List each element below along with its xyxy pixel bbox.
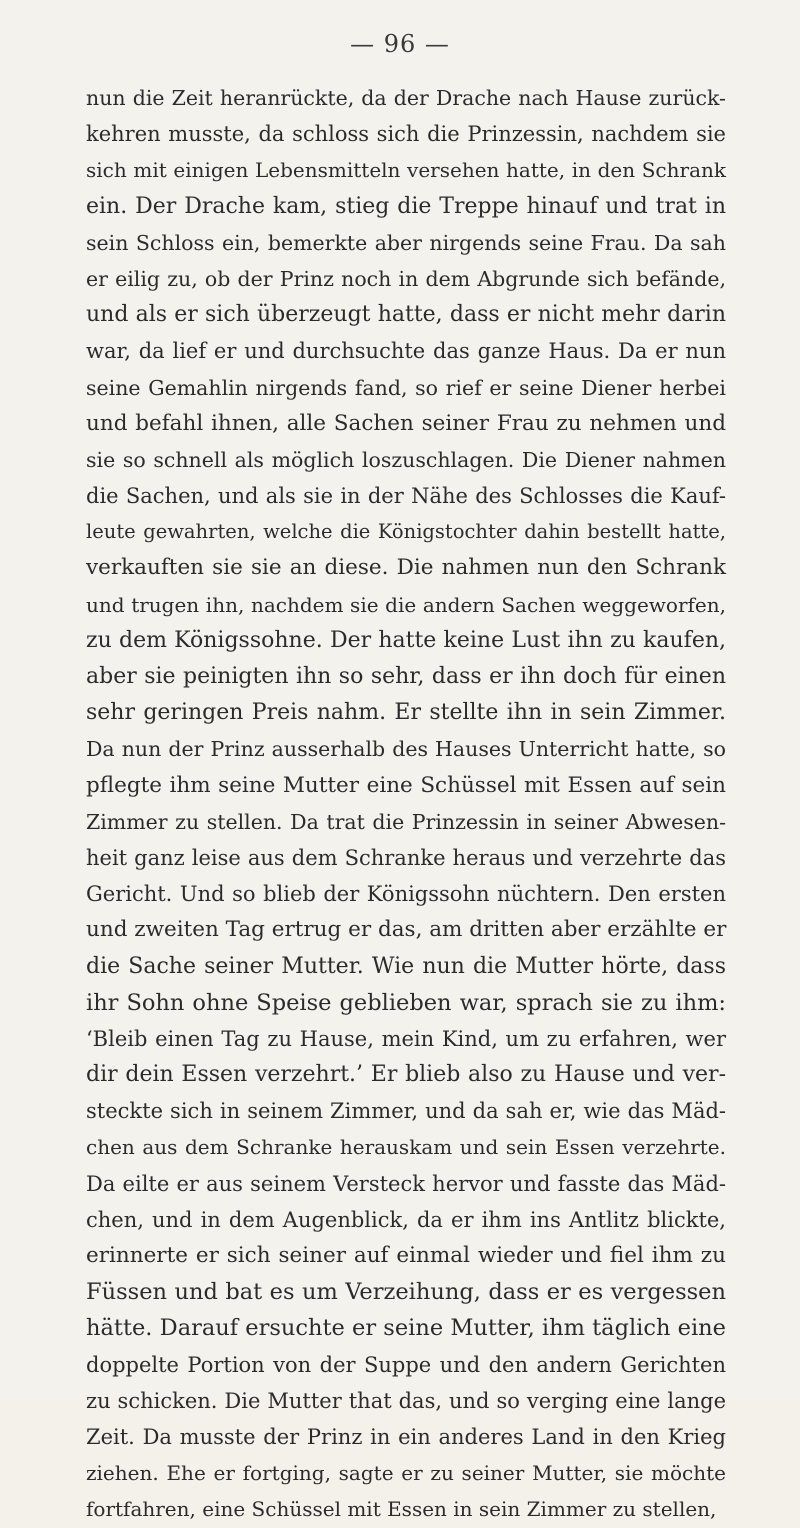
text-line: Füssen und bat es um Verzeihung, dass er es vergessen [86,1279,726,1306]
text-line: er eilig zu, ob der Prinz noch in dem Abgrunde sich befände, [86,266,726,291]
text-line: und zweiten Tag ertrug er das, am dritten aber erzählte er [86,917,727,943]
text-line: und trugen ihn, nachdem sie die andern Sachen weggeworfen, [86,592,726,617]
text-line: ein. Der Drache kam, stieg die Treppe hinauf und trat in [86,193,726,219]
text-line: doppelte Portion von der Suppe und den andern Gerichten [86,1352,726,1377]
text-line: hätte. Darauf ersuchte er seine Mutter, ihm täglich eine [86,1315,726,1342]
text-line: dir dein Essen verzehrt.’ Er blieb also zu Hause und ver- [86,1062,726,1088]
text-line: erinnerte er sich seiner auf einmal wieder und fiel ihm zu [86,1243,726,1268]
text-line: steckte sich in seinem Zimmer, und da sah er, wie das Mäd- [86,1099,726,1124]
page-number: — 96 — [350,30,450,58]
text-line: heit ganz leise aus dem Schranke heraus und verzehrte das [86,845,726,870]
text-line: sein Schloss ein, bemerkte aber nirgends seine Frau. Da sah [86,230,726,255]
text-line: ‘Bleib einen Tag zu Hause, mein Kind, um zu erfahren, wer [86,1026,726,1051]
text-line: verkauften sie sie an diese. Die nahmen nun den Schrank [86,555,726,581]
text-line: zu dem Königssohne. Der hatte keine Lust ihn zu kaufen, [86,627,726,653]
text-line: Da nun der Prinz ausserhalb des Hauses Unterricht hatte, so [86,737,726,762]
text-line: die Sachen, und als sie in der Nähe des Schlosses die Kauf- [86,484,726,509]
text-line: und befahl ihnen, alle Sachen seiner Frau zu nehmen und [86,410,726,436]
text-line: seine Gemahlin nirgends fand, so rief er seine Diener herbei [86,375,726,400]
text-line: aber sie peinigten ihn so sehr, dass er ihn doch für einen [86,664,726,689]
text-line: pflegte ihm seine Mutter eine Schüssel mit Essen auf sein [86,772,726,798]
text-line: ziehen. Ehe er fortging, sagte er zu seiner Mutter, sie möchte [86,1461,726,1486]
text-line: und als er sich überzeugt hatte, dass er nicht mehr darin [86,302,726,328]
text-line: kehren musste, da schloss sich die Prinzessin, nachdem sie [86,122,726,147]
text-line: sie so schnell als möglich loszuschlagen. Die Diener nahmen [86,447,726,472]
text-line: chen, und in dem Augenblick, da er ihm ins Antlitz blickte, [86,1207,726,1232]
text-line: war, da lief er und durchsuchte das ganze Haus. Da er nun [86,339,726,364]
text-line: chen aus dem Schranke herauskam und sein Essen verzehrte. [86,1135,726,1160]
text-line: Gericht. Und so blieb der Königssohn nüchtern. Den ersten [86,882,726,907]
text-line: fortfahren, eine Schüssel mit Essen in sein Zimmer zu stellen, [86,1497,717,1522]
body-text [86,80,726,1528]
text-line: ihr Sohn ohne Speise geblieben war, sprach sie zu ihm: [86,989,726,1016]
text-line: Da eilte er aus seinem Versteck hervor und fasste das Mäd- [86,1171,726,1196]
text-line: Zeit. Da musste der Prinz in ein anderes Land in den Krieg [86,1424,726,1449]
text-line: sich mit einigen Lebensmitteln versehen hatte, in den Schrank [86,158,726,183]
text-line: sehr geringen Preis nahm. Er stellte ihn in sein Zimmer. [86,700,726,726]
text-line: nun die Zeit heranrückte, da der Drache nach Hause zurück- [86,86,726,110]
text-line: Zimmer zu stellen. Da trat die Prinzessin in seiner Abwesen- [86,809,726,834]
text-line: die Sache seiner Mutter. Wie nun die Mutter hörte, dass [86,953,726,979]
text-line: zu schicken. Die Mutter that das, und so verging eine lange [86,1388,726,1413]
text-line: leute gewahrten, welche die Königstochter dahin bestellt hatte, [86,520,726,544]
